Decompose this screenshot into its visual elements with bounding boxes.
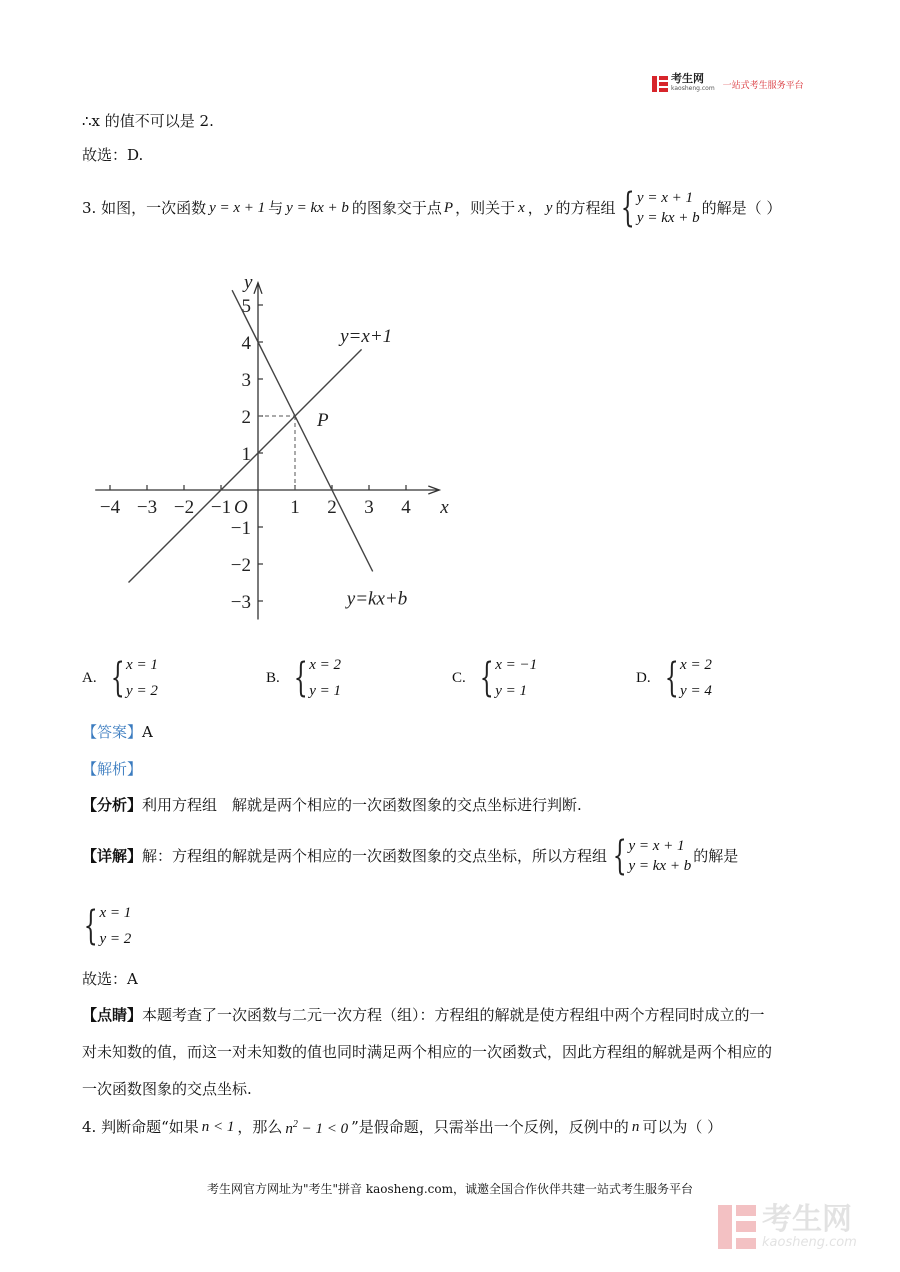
option-b-letter: B. bbox=[266, 670, 280, 686]
series-label: y=kx+b bbox=[346, 588, 408, 610]
q3-system bbox=[615, 185, 700, 231]
q4-part3: ”是假命题，只需举出一个反例，反例中的 bbox=[351, 1118, 629, 1136]
q3-var-y: y bbox=[545, 200, 553, 216]
brace-icon: { bbox=[110, 655, 125, 701]
xiangjie-solution bbox=[78, 900, 131, 952]
brace-icon: { bbox=[293, 655, 308, 701]
y-axis-label: y bbox=[244, 271, 253, 293]
option-a-line2: y = 2 bbox=[126, 683, 158, 699]
x-tick-label: −2 bbox=[173, 497, 195, 518]
q4-concl-rest: − 1 < 0 bbox=[297, 1121, 349, 1137]
option-a-line1: x = 1 bbox=[126, 657, 158, 673]
y-tick-label: 4 bbox=[241, 333, 251, 354]
watermark-mark-icon bbox=[718, 1205, 756, 1249]
q3-stem bbox=[82, 186, 781, 230]
q3-stem-part5: 的方程组 bbox=[555, 199, 616, 217]
brace-icon: { bbox=[621, 185, 636, 231]
brace-icon: { bbox=[83, 903, 98, 949]
xiangjie-line bbox=[82, 832, 738, 880]
prev-line-2: 故选：D. bbox=[82, 146, 144, 164]
fenxi-line bbox=[82, 796, 582, 814]
option-a[interactable] bbox=[82, 652, 158, 704]
q3-stem-part3: 的图象交于点 bbox=[351, 199, 442, 217]
x-tick-label: −4 bbox=[99, 497, 121, 518]
prev-line-1: ∴x 的值不可以是 2. bbox=[82, 112, 214, 130]
q3-point: P bbox=[443, 200, 454, 216]
x-tick-label: −3 bbox=[136, 497, 158, 518]
option-b[interactable] bbox=[266, 652, 341, 704]
watermark bbox=[718, 1204, 857, 1250]
q3-stem-part1: 3. 如图，一次函数 bbox=[82, 199, 207, 217]
q4-cond: n < 1 bbox=[201, 1119, 235, 1135]
dianjing-line-3: 一次函数图象的交点坐标. bbox=[82, 1080, 252, 1098]
brace-icon: { bbox=[479, 655, 494, 701]
xiangjie-sol-line1: x = 1 bbox=[99, 905, 132, 921]
watermark-name: 考生网 bbox=[762, 1202, 852, 1237]
brace-icon: { bbox=[664, 655, 679, 701]
q4-concl-sup: 2 bbox=[292, 1119, 298, 1130]
q3-eq1: y = x + 1 bbox=[209, 200, 266, 216]
option-b-line2: y = 1 bbox=[309, 683, 341, 699]
q3-var-x: x bbox=[518, 200, 525, 216]
logo-mark-icon bbox=[652, 76, 668, 92]
xiangjie-text-after: 的解是 bbox=[693, 847, 739, 865]
y-tick-label: −3 bbox=[230, 592, 251, 613]
q3-eq2: y = kx + b bbox=[286, 200, 349, 216]
answer-value: A bbox=[142, 723, 153, 741]
q3-sys-line2: y = kx + b bbox=[636, 210, 700, 226]
analysis-label: 【解析】 bbox=[82, 760, 143, 778]
option-d[interactable] bbox=[636, 652, 712, 704]
brace-icon: { bbox=[612, 833, 627, 879]
footer-text: 考生网官方网址为"考生"拼音 kaosheng.com，诚邀全国合作伙伴共建一站式考生服务平台 bbox=[206, 1182, 694, 1196]
dianjing-line-1 bbox=[82, 1006, 765, 1024]
y-tick-label: 2 bbox=[241, 407, 251, 428]
xiangjie-sys-line2: y = kx + b bbox=[628, 858, 692, 874]
y-tick-label: 5 bbox=[241, 296, 251, 317]
conclusion: 故选：A bbox=[82, 970, 138, 988]
dianjing-text-1: 本题考查了一次函数与二元一次方程（组）：方程组的解就是使方程组中两个方程同时成立的一 bbox=[142, 1006, 765, 1024]
answer-line bbox=[82, 723, 153, 741]
option-c-line2: y = 1 bbox=[495, 683, 527, 699]
option-b-line1: x = 2 bbox=[309, 657, 341, 673]
q3-stem-part6: 的解是（ ） bbox=[701, 199, 782, 217]
q4-part4: 可以为（ ） bbox=[642, 1118, 723, 1136]
option-d-letter: D. bbox=[636, 670, 651, 686]
function-graph bbox=[88, 262, 460, 632]
x-tick-label: 1 bbox=[290, 497, 300, 518]
y-tick-label: −2 bbox=[230, 555, 251, 576]
logo-name: 考生网 bbox=[671, 72, 704, 85]
dianjing-label: 【点睛】 bbox=[82, 1006, 143, 1024]
q3-sys-line1: y = x + 1 bbox=[636, 190, 693, 206]
x-tick-label: 4 bbox=[401, 497, 411, 518]
watermark-domain: kaosheng.com bbox=[762, 1235, 857, 1250]
q4-stem bbox=[82, 1116, 722, 1138]
q4-conclusion bbox=[285, 1116, 348, 1138]
q3-stem-sep: ， bbox=[527, 199, 543, 217]
intersection-label: P bbox=[317, 410, 329, 431]
x-tick-label: 3 bbox=[364, 497, 374, 518]
xiangjie-label: 【详解】 bbox=[82, 847, 143, 865]
q4-part1: 4. 判断命题“如果 bbox=[82, 1118, 199, 1136]
xiangjie-system bbox=[607, 833, 692, 879]
option-c-letter: C. bbox=[452, 670, 466, 686]
origin-label: O bbox=[234, 497, 248, 518]
x-tick-label: 2 bbox=[327, 497, 337, 518]
option-d-line1: x = 2 bbox=[680, 657, 712, 673]
option-d-line2: y = 4 bbox=[680, 683, 712, 699]
q4-concl-base: n bbox=[285, 1121, 293, 1137]
q4-part2: ，那么 bbox=[237, 1118, 283, 1136]
q4-var-n: n bbox=[631, 1119, 640, 1135]
y-tick-label: 3 bbox=[241, 370, 251, 391]
x-tick-label: −1 bbox=[210, 497, 232, 518]
x-axis-label: x bbox=[440, 497, 449, 518]
series-label: y=x+1 bbox=[340, 326, 393, 347]
y-tick-label: −1 bbox=[230, 518, 251, 539]
answer-label: 【答案】 bbox=[82, 723, 143, 741]
q3-stem-part2: 与 bbox=[268, 199, 284, 217]
fenxi-text: 利用方程组 解就是两个相应的一次函数图象的交点坐标进行判断. bbox=[142, 796, 582, 814]
xiangjie-sol-line2: y = 2 bbox=[99, 931, 132, 947]
option-a-letter: A. bbox=[82, 670, 97, 686]
xiangjie-text: 解：方程组的解就是两个相应的一次函数图象的交点坐标，所以方程组 bbox=[142, 847, 608, 865]
y-tick-label: 1 bbox=[241, 444, 251, 465]
logo-domain: kaosheng.com bbox=[671, 85, 715, 92]
logo-slogan: 一站式考生服务平台 bbox=[722, 80, 804, 91]
fenxi-label: 【分析】 bbox=[82, 796, 143, 814]
dianjing-line-2: 对未知数的值，而这一对未知数的值也同时满足两个相应的一次函数式，因此方程组的解就是两个相应的 bbox=[82, 1043, 773, 1061]
q3-stem-part4: ，则关于 bbox=[455, 199, 516, 217]
xiangjie-sys-line1: y = x + 1 bbox=[628, 838, 685, 854]
header-logo bbox=[652, 74, 804, 94]
option-c-line1: x = −1 bbox=[495, 657, 538, 673]
option-c[interactable] bbox=[452, 652, 537, 704]
